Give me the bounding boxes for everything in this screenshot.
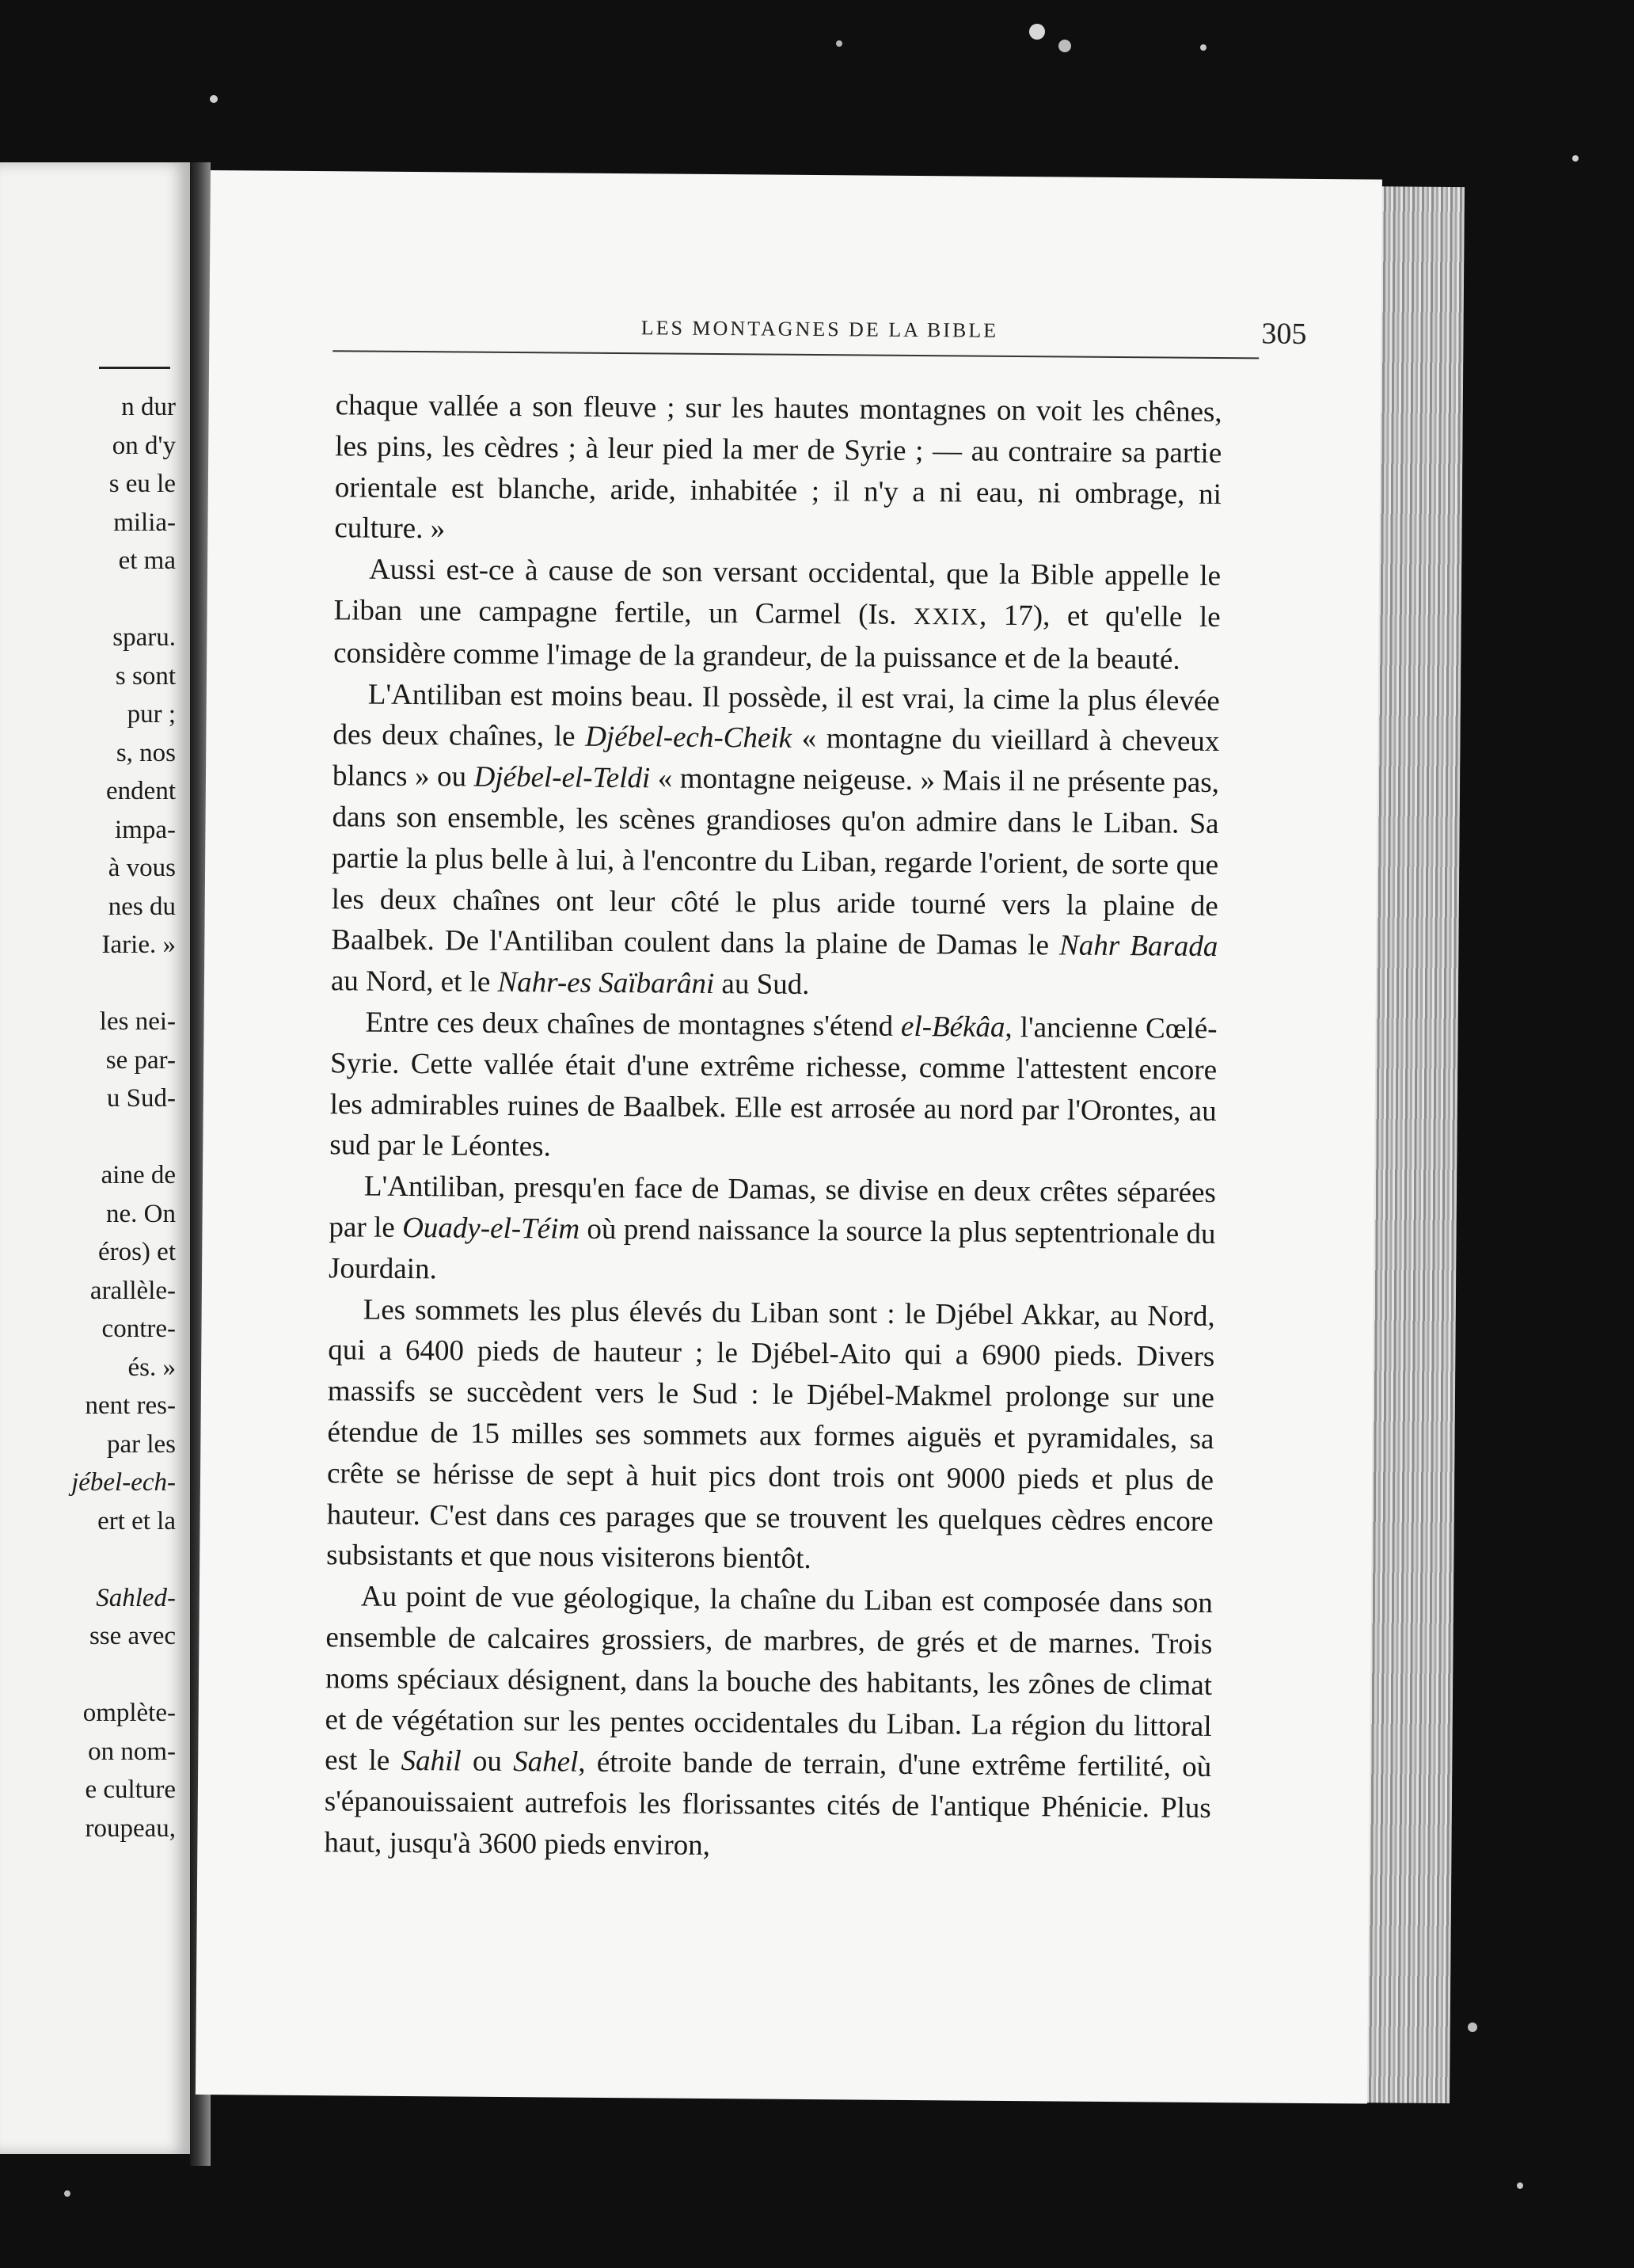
left-page-line: contre- [101,1315,176,1343]
page-header [332,314,1306,369]
left-page-line: jébel-ech- [71,1468,176,1497]
left-page-line [0,965,176,1003]
text-run: , 17), et qu'elle le considère comme l'image de la grandeur, de la puissance et de la beauté. [333,599,1221,676]
left-page-line: endent [106,777,176,805]
left-page-header-rule [99,367,170,369]
text-run: « montagne neigeuse. » Mais il ne présente pas, dans son ensemble, les scènes grandioses qu'on admire dans le Liban. Sa partie la plus belle à lui, à l'encontre du Liban, regarde l'orient, de sorte que les deux chaînes ont leur côté le plus aride tourné vers la plaine de Baalbek. De l'Antiliban coulent dans la plaine de Damas le [331,762,1220,962]
italic-term: Djébel-el-Teldi [473,760,651,795]
left-page-line: nes du [108,892,176,921]
text-run: Entre ces deux chaînes de montagnes s'étend [365,1006,902,1043]
left-page-line: omplète- [82,1699,176,1727]
left-page-line: arallèle- [89,1276,176,1305]
text-run: , l'ancienne Cœlé-Syrie. Cette vallée était d'une extrême richesse, comme l'attestent encore les admirables ruines de Baalbek. Elle est arrosée au nord par l'Orontes, au sud par le Léontes. [329,1010,1218,1163]
text-run: au Nord, et le [330,965,498,999]
left-page-line: és. » [127,1353,176,1382]
right-page [196,170,1382,2104]
left-page-line: impa- [115,815,176,844]
left-page-line: à vous [108,854,176,882]
paragraph [334,385,1222,556]
text-run: où prend naissance la source la plus septentrionale du Jourdain. [328,1212,1216,1286]
left-page-line: aine de [101,1161,176,1189]
left-page-line: on nom- [88,1737,176,1766]
left-page-line: milia- [113,508,176,537]
left-page-line: e culture [85,1775,176,1804]
italic-term: Nahr-es Saïbarâni [497,966,715,1001]
paragraph [333,549,1221,680]
left-page-line: les nei- [99,1007,176,1036]
left-page-line [0,1656,176,1695]
left-page-line: se par- [105,1045,176,1075]
text-run: L'Antiliban, presqu'en face de Damas, se divise en deux crêtes séparées par le [329,1170,1217,1244]
text-run: ou [461,1745,514,1779]
left-page-line: roupeau, [85,1813,176,1843]
left-page-line [0,1118,176,1157]
body-text [324,385,1222,1870]
left-page-line: sparu. [112,623,176,652]
left-page-line: par les [106,1429,176,1459]
left-page-text-fragments [0,388,176,1848]
left-page-line: nent res- [85,1391,176,1420]
left-page-line: n dur [121,393,176,421]
left-page-line: sse avec [89,1622,176,1650]
left-page-line: éros) et [97,1238,176,1266]
text-run: Aussi est-ce à cause de son versant occidental, que la Bible appelle le Liban une campagne fertile, un Carmel (Is. [333,553,1222,631]
roman-numeral: XXIX [913,603,980,630]
italic-term: Nahr Barada [1058,929,1218,964]
italic-term: Ouady-el-Téim [402,1211,580,1246]
italic-term: el-Békâa [900,1010,1005,1044]
paragraph [324,1576,1213,1870]
left-page-fragment [0,162,190,2154]
left-page-line [0,1540,176,1579]
left-page-line: ert et la [97,1506,176,1535]
text-run: Au point de vue géologique, la chaîne du Liban est composée dans son ensemble de calcaires grossiers, de marbres, de grés et de marnes. Trois noms spéciaux désignent, dans la bouche des habitants, les zônes de climat et de végétation sur les pentes occidentales du Liban. La région du littoral est le [325,1580,1213,1778]
left-page-line [0,580,176,619]
left-page-line: s, nos [116,738,176,767]
italic-term: Sahil [401,1745,462,1778]
header-rule [332,350,1259,359]
left-page-line: on d'y [112,431,176,460]
paragraph [331,674,1220,1009]
left-page-line: Iarie. » [101,930,176,959]
left-page-line: s sont [115,661,176,691]
italic-term: Sahel [513,1745,579,1779]
left-page-line: u Sud- [106,1084,176,1113]
text-run: Les sommets les plus élevés du Liban sont : le Djébel Akkar, au Nord, qui a 6400 pieds de hauteur ; le Djébel-Aito qui a 6900 pieds. Divers massifs se succèdent vers le Sud : le Djébel-Makmel prolonge sur une étendue de 15 milles ses sommets aux formes aiguës et pyramidales, sa crête se hérisse de sept à huit pics dont trois ont 9000 pieds et plus de hauteur. C'est dans ces parages que se trouvent les quelques cèdres encore subsistants et que nous visiterons bientôt. [326,1293,1215,1576]
text-run: chaque vallée a son fleuve ; sur les hautes montagnes on voit les chênes, les pins, les cèdres ; à leur pied la mer de Syrie ; — au contraire sa partie orientale est blanche, aride, inhabitée ; il n'y a ni eau, ni ombrage, ni culture. » [334,389,1222,546]
text-run: L'Antiliban est moins beau. Il possède, il est vrai, la cime la plus élevée des deux chaînes, le [332,678,1220,754]
left-page-line: s eu le [108,470,176,498]
paragraph [329,1002,1218,1173]
left-page-line: pur ; [127,700,176,729]
left-page-line: Sahled- [96,1583,176,1612]
left-page-line: et ma [118,546,176,575]
page-number: 305 [1261,317,1307,351]
paragraph [326,1289,1215,1583]
paragraph [329,1166,1216,1296]
text-run: , étroite bande de terrain, d'une extrême fertilité, où s'épanouissaient autrefois les florissantes cités de l'antique Phénicie. Plus haut, jusqu'à 3600 pieds environ, [324,1746,1212,1862]
italic-term: Djébel-ech-Cheik [584,721,792,755]
text-run: au Sud. [714,968,810,1002]
running-title: LES MONTAGNES DE LA BIBLE [640,316,999,342]
left-page-line: ne. On [106,1199,176,1228]
text-run: « montagne du vieillard à cheveux blancs » ou [332,722,1220,793]
